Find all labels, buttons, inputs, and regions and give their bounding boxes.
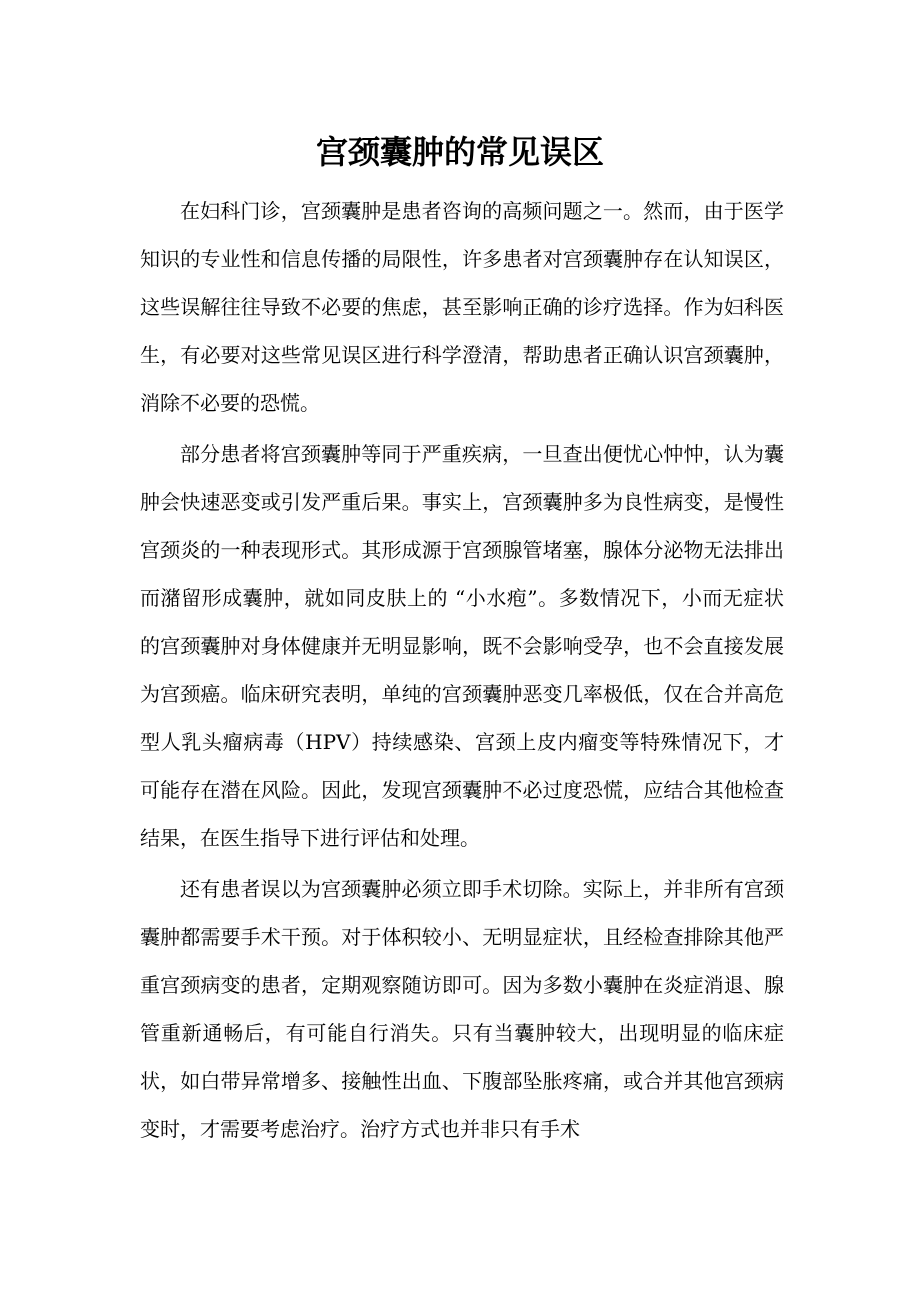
paragraph-misconception-1: 部分患者将宫颈囊肿等同于严重疾病，一旦查出便忧心忡忡，认为囊肿会快速恶变或引发严重后果。事实上，宫颈囊肿多为良性病变，是慢性宫颈炎的一种表现形式。其形成源于宫颈腺管堵塞，腺体分泌物无法排出而潴留形成囊肿，就如同皮肤上的 “小水疱”。多数情况下，小而无症状的宫颈囊肿对身体健康并无明显影响，既不会影响受孕，也不会直接发展为宫颈癌。临床研究表明，单纯的宫颈囊肿恶变几率极低，仅在合并高危型人乳头瘤病毒（HPV）持续感染、宫颈上皮内瘤变等特殊情况下，才可能存在潜在风险。因此，发现宫颈囊肿不必过度恐慌，应结合其他检查结果，在医生指导下进行评估和处理。: [140, 442, 784, 850]
page-title: 宫颈囊肿的常见误区: [315, 133, 604, 171]
paragraph-misconception-2: 还有患者误以为宫颈囊肿必须立即手术切除。实际上，并非所有宫颈囊肿都需要手术干预。对于体积较小、无明显症状，且经检查排除其他严重宫颈病变的患者，定期观察随访即可。因为多数小囊肿在炎症消退、腺管重新通畅后，有可能自行消失。只有当囊肿较大，出现明显的临床症状，如白带异常增多、接触性出血、下腹部坠胀疼痛，或合并其他宫颈病变时，才需要考虑治疗。治疗方式也并非只有手术: [140, 877, 784, 1141]
article-body: [140, 187, 784, 1153]
paragraph-intro: 在妇科门诊，宫颈囊肿是患者咨询的高频问题之一。然而，由于医学知识的专业性和信息传播的局限性，许多患者对宫颈囊肿存在认知误区，这些误解往往导致不必要的焦虑，甚至影响正确的诊疗选择。作为妇科医生，有必要对这些常见误区进行科学澄清，帮助患者正确认识宫颈囊肿，消除不必要的恐慌。: [140, 199, 784, 415]
